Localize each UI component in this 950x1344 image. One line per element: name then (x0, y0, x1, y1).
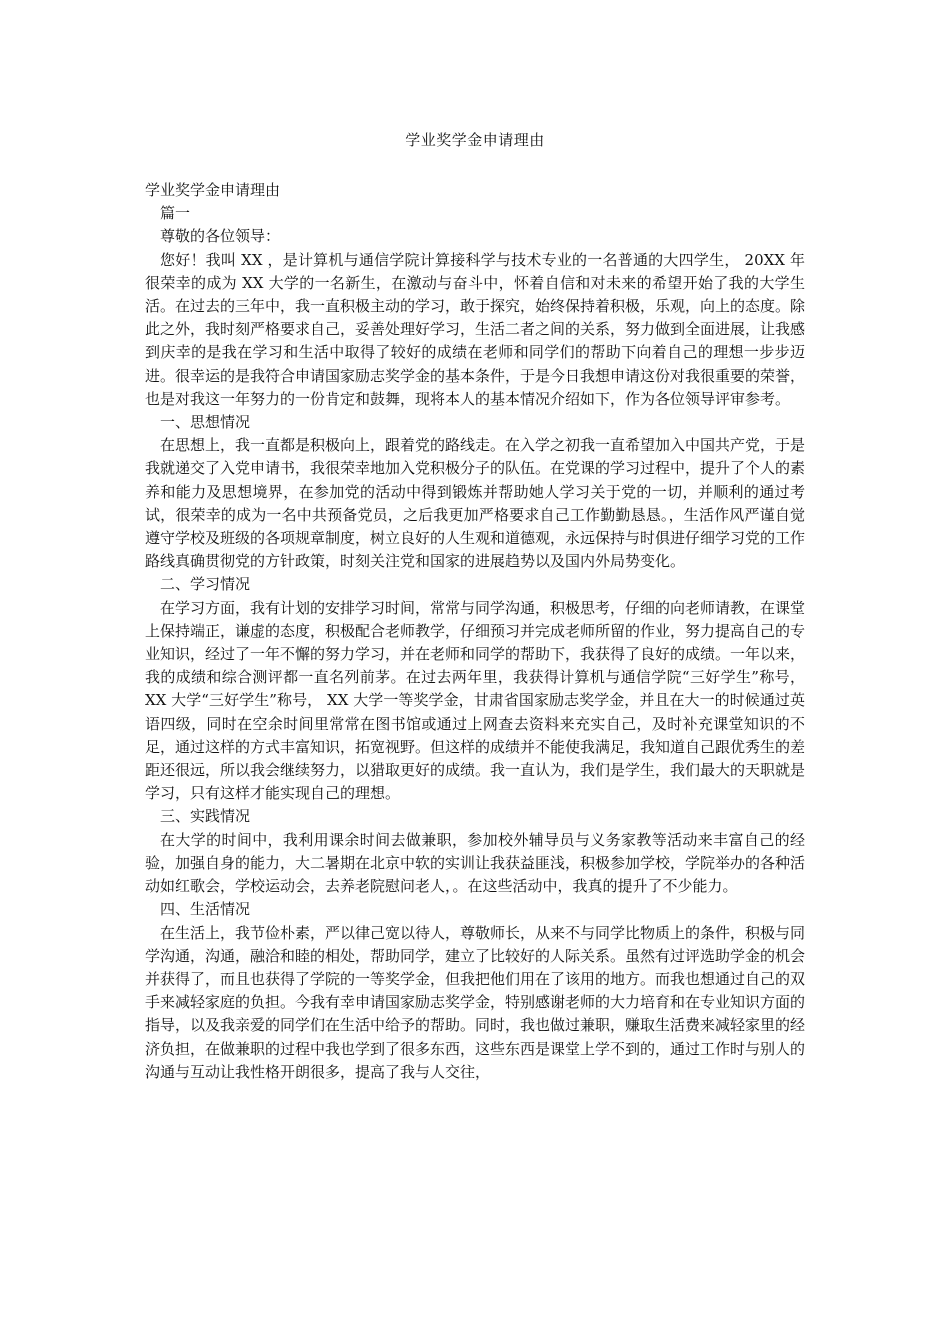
section-heading-thought: 一、思想情况 (160, 413, 251, 432)
part-label: 篇一 (160, 204, 191, 223)
section-heading-study: 二、学习情况 (160, 575, 251, 594)
section-body-practice: 在大学的时间中，我利用课余时间去做兼职，参加校外辅导员与义务家教等活动来丰富自己的经验，加强自身的能力，大二暑期在北京中软的实训让我获益匪浅，积极参加学校，学院举办的各种活动如红歌会，学校运动会，去养老院慰问老人，。在这些活动中，我真的提升了不少能力。 (145, 830, 806, 896)
document-body (145, 179, 805, 1084)
section-body-study: 在学习方面，我有计划的安排学习时间，常常与同学沟通，积极思考，仔细的向老师请教，在课堂上保持端正，谦虚的态度，积极配合老师教学，仔细预习并完成老师所留的作业，努力提高自己的专业知识，经过了一年不懈的努力学习，并在老师和同学的帮助下，我获得了良好的成绩。一年以来，我的成绩和综合测评都一直名列前茅。在过去两年里，我获得计算机与通信学院“三好学生”称号， XX 大学“三好学生”称号， XX 大学一等奖学金，甘肃省国家励志奖学金，并且在大一的时候通过英语四级，同时在空余时间里常常在图书馆或通过上网查去资料来充实自己，及时补充课堂知识的不足，通过这样的方式丰富知识，拓宽视野。但这样的成绩并不能使我满足，我知道自己跟优秀生的差距还很远，所以我会继续努力，以猎取更好的成绩。我一直认为，我们是学生，我们最大的天职就是学习，只有这样才能实现自己的理想。 (145, 598, 806, 803)
salutation: 尊敬的各位领导： (160, 227, 281, 246)
intro-paragraph: 您好！我叫 XX ，是计算机与通信学院计算接科学与技术专业的一名普通的大四学生， 20XX 年很荣幸的成为 XX 大学的一名新生，在激动与奋斗中，怀着自信和对未来的希望开始了我的大学生活。在过去的三年中，我一直积极主动的学习，敢于探究，始终保持着积极，乐观，向上的态度。除此之外，我时刻严格要求自己，妥善处理好学习，生活二者之间的关系，努力做到全面进展，让我感到庆幸的是我在学习和生活中取得了较好的成绩在老师和同学们的帮助下向着自己的理想一步步迈进。很幸运的是我符合申请国家励志奖学金的基本条件，于是今日我想申请这份对我很重要的荣誉，也是对我这一年努力的一份肯定和鼓舞，现将本人的基本情况介绍如下，作为各位领导评审参考。 (145, 250, 806, 408)
section-heading-life: 四、生活情况 (160, 900, 251, 919)
section-heading-practice: 三、实践情况 (160, 807, 251, 826)
document-subtitle: 学业奖学金申请理由 (145, 181, 281, 199)
section-body-thought: 在思想上，我一直都是积极向上，跟着党的路线走。在入学之初我一直希望加入中国共产党，于是我就递交了入党申请书，我很荣幸地加入党积极分子的队伍。在党课的学习过程中，提升了个人的素养和能力及思想境界，在参加党的活动中得到锻炼并帮助她人学习关于党的一切，并顺利的通过考试，很荣幸的成为一名中共预备党员，之后我更加严格要求自己工作勤勤恳恳。，生活作风严谨自觉遵守学校及班级的各项规章制度，树立良好的人生观和道德观，永远保持与时俱进仔细学习党的工作路线真确贯彻党的方针政策，时刻关注党和国家的进展趋势以及国内外局势变化。 (145, 436, 806, 571)
section-body-life: 在生活上，我节俭朴素，严以律己宽以待人，尊敬师长，从来不与同学比物质上的条件，积极与同学沟通，沟通，融洽和睦的相处，帮助同学，建立了比较好的人际关系。虽然有过评选助学金的机会并获得了，而且也获得了学院的一等奖学金，但我把他们用在了该用的地方。而我也想通过自己的双手来减轻家庭的负担。今我有幸申请国家励志奖学金，特别感谢老师的大力培育和在专业知识方面的指导，以及我亲爱的同学们在生活中给予的帮助。同时，我也做过兼职，赚取生活费来减轻家里的经济负担，在做兼职的过程中我也学到了很多东西，这些东西是课堂上学不到的，通过工作时与别人的沟通与互动让我性格开朗很多，提高了我与人交往， (145, 923, 806, 1081)
document-title: 学业奖学金申请理由 (405, 131, 545, 149)
